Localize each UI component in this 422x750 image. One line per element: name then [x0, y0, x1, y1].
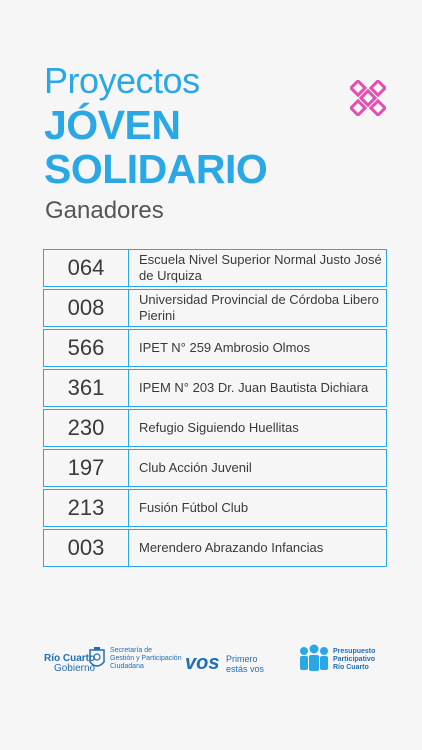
project-name: Universidad Provincial de Córdoba Libero Pierini: [139, 292, 379, 323]
city-crest-icon: [88, 646, 106, 672]
project-code: 213: [44, 490, 129, 526]
table-row: [43, 369, 387, 407]
project-name: Club Acción Juvenil: [139, 460, 252, 475]
project-name: Fusión Fútbol Club: [139, 500, 249, 515]
pp-line1: Presupuesto: [333, 648, 376, 655]
table-row: [43, 249, 387, 287]
page-title-line2: JÓVEN: [44, 102, 181, 148]
project-code: 361: [44, 370, 129, 406]
secretaria-line3: Ciudadana: [110, 663, 144, 670]
rio-cuarto-label: Río Cuarto: [44, 653, 96, 664]
winners-table: [43, 249, 387, 569]
vos-line2: estás vos: [226, 664, 265, 674]
page-title-line1: Proyectos: [44, 60, 200, 101]
secretaria-line1: Secretaría de: [110, 647, 153, 654]
gobierno-label: Gobierno: [53, 663, 96, 674]
project-code: 566: [44, 330, 129, 366]
project-code: 197: [44, 450, 129, 486]
project-name: Refugio Siguiendo Huellitas: [139, 420, 299, 435]
project-code: 008: [44, 290, 129, 326]
table-row: [43, 489, 387, 527]
table-row: [43, 289, 387, 327]
people-group-icon: [298, 644, 330, 674]
primero-estas-vos-label: [226, 654, 264, 674]
project-name: IPET N° 259 Ambrosio Olmos: [139, 340, 311, 355]
project-code: 230: [44, 410, 129, 446]
pp-line2: Participativo: [333, 656, 376, 663]
table-row: [43, 449, 387, 487]
table-row: [43, 409, 387, 447]
pp-line3: Río Cuarto: [333, 664, 369, 671]
vos-line1: Primero: [226, 654, 258, 664]
pink-diamond-logo-icon: [350, 80, 386, 116]
project-code: 064: [44, 250, 129, 286]
secretaria-line2: Gestión y Participación: [110, 655, 182, 662]
project-name: Escuela Nivel Superior Normal Justo José de Urquiza: [139, 252, 382, 283]
vos-logo-text: vos: [185, 652, 220, 674]
vos-logo-icon: [184, 650, 226, 674]
footer-logos: [0, 640, 422, 680]
table-row: [43, 529, 387, 567]
secretaria-logo: [110, 647, 182, 671]
presupuesto-participativo-logo: [333, 648, 375, 672]
project-name: IPEM N° 203 Dr. Juan Bautista Dichiara: [139, 380, 369, 395]
table-row: [43, 329, 387, 367]
project-code: 003: [44, 530, 129, 566]
project-name: Merendero Abrazando Infancias: [139, 540, 324, 555]
page-title-line3: SOLIDARIO: [44, 146, 268, 192]
subtitle: Ganadores: [45, 197, 164, 224]
